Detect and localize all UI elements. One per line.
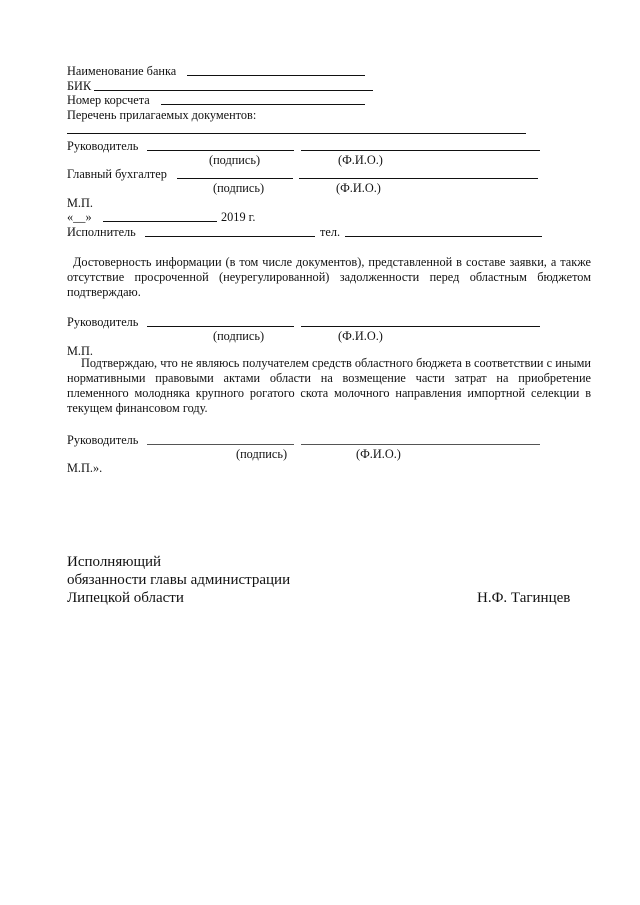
date-year-suffix: 2019 г. bbox=[221, 210, 256, 224]
phone-field[interactable] bbox=[345, 236, 542, 237]
fio-caption-1: (Ф.И.О.) bbox=[338, 153, 383, 167]
bank-name-label: Наименование банка bbox=[67, 64, 177, 78]
head-signature-field-3[interactable] bbox=[147, 444, 294, 445]
corr-account-field[interactable] bbox=[161, 104, 365, 105]
closing-title-line-3: Липецкой области bbox=[67, 590, 184, 606]
fio-caption-2: (Ф.И.О.) bbox=[336, 181, 381, 195]
executor-field[interactable] bbox=[145, 236, 315, 237]
head-label-3: Руководитель bbox=[67, 433, 139, 447]
confirmation-paragraph-2: Подтверждаю, что не являюсь получателем средств областного бюджета в соответствии с иными нормативными правовыми актами области на возмещение части затрат на приобретение племенного молодняка крупного рогатого скота молочного направления импортной селекции в текущем финансовом году. bbox=[67, 356, 591, 415]
stamp-label-1: М.П. bbox=[67, 196, 93, 210]
head-signature-field-1[interactable] bbox=[147, 150, 294, 151]
head-signature-field-2[interactable] bbox=[147, 326, 294, 327]
bank-name-field[interactable] bbox=[187, 75, 365, 76]
chief-accountant-fio-field[interactable] bbox=[299, 178, 538, 179]
closing-title-line-1: Исполняющий bbox=[67, 554, 162, 570]
signature-caption-2: (подпись) bbox=[213, 181, 265, 195]
bik-field[interactable] bbox=[94, 90, 373, 91]
executor-label: Исполнитель bbox=[67, 225, 136, 239]
head-fio-field-1[interactable] bbox=[301, 150, 540, 151]
corr-account-label: Номер корсчета bbox=[67, 93, 150, 107]
signature-caption-1: (подпись) bbox=[209, 153, 261, 167]
chief-accountant-signature-field[interactable] bbox=[177, 178, 293, 179]
signature-caption-3: (подпись) bbox=[213, 329, 265, 343]
fio-caption-3: (Ф.И.О.) bbox=[338, 329, 383, 343]
bik-label: БИК bbox=[67, 79, 92, 93]
head-fio-field-2[interactable] bbox=[301, 326, 540, 327]
documents-list-label: Перечень прилагаемых документов: bbox=[67, 108, 257, 122]
chief-accountant-label: Главный бухгалтер bbox=[67, 167, 167, 181]
head-fio-field-3[interactable] bbox=[301, 444, 540, 445]
date-month-field[interactable] bbox=[103, 221, 217, 222]
phone-label: тел. bbox=[320, 225, 341, 239]
head-label-2: Руководитель bbox=[67, 315, 139, 329]
fio-caption-4: (Ф.И.О.) bbox=[356, 447, 401, 461]
date-day-mark: «__» bbox=[67, 210, 92, 224]
head-label-1: Руководитель bbox=[67, 139, 139, 153]
stamp-label-2: М.П. bbox=[67, 344, 93, 358]
confirmation-paragraph-1: Достоверность информации (в том числе документов), представленной в составе заявки, а также отсутствие просроченной (неурегулированной) задолженности перед областным бюджетом подтверждаю. bbox=[67, 255, 591, 299]
documents-list-field[interactable] bbox=[67, 133, 526, 134]
signature-caption-4: (подпись) bbox=[236, 447, 288, 461]
stamp-label-3: М.П.». bbox=[67, 461, 103, 475]
closing-signer-name: Н.Ф. Тагинцев bbox=[477, 590, 571, 606]
closing-title-line-2: обязанности главы администрации bbox=[67, 572, 291, 588]
